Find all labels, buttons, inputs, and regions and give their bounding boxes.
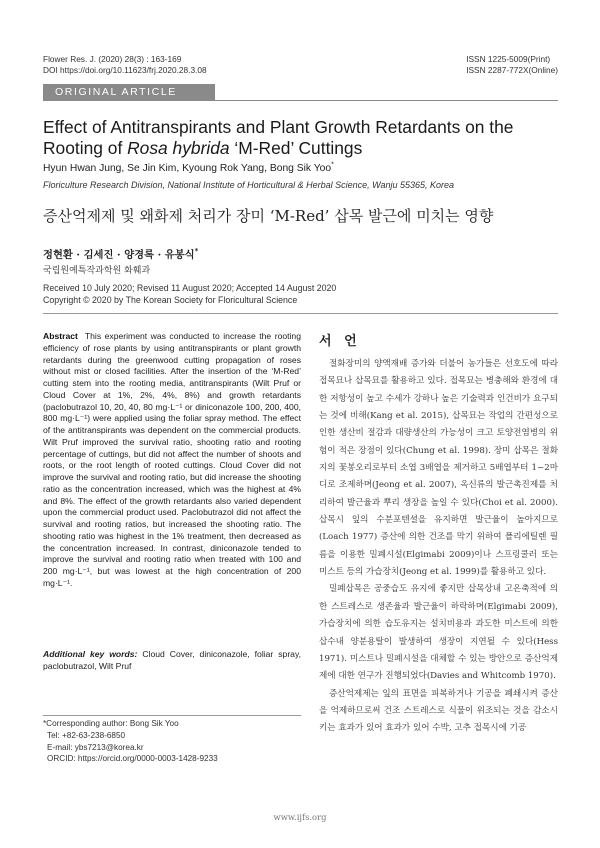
keywords — [43, 649, 301, 673]
banner-divider — [215, 100, 558, 101]
author-list — [43, 163, 334, 174]
abstract — [43, 331, 301, 590]
keywords-text: Cloud Cover, diniconazole, foliar spray, paclobutrazol, Wilt Pruf — [43, 649, 302, 671]
corresponding-author: *Corresponding author: Bong Sik Yoo — [43, 719, 179, 728]
title-part-2: ‘M-Red’ Cuttings — [229, 138, 363, 158]
korean-title: 증산억제제 및 왜화제 처리가 장미 ‘M-Red’ 삽목 발근에 미치는 영향 — [43, 207, 494, 225]
contact-orcid[interactable]: ORCID: https://orcid.org/0000-0003-1428-9233 — [47, 754, 218, 764]
abstract-label: Abstract — [43, 331, 78, 341]
author-names: Hyun Hwan Jung, Se Jin Kim, Kyoung Rok Yang, Bong Sik Yoo — [43, 163, 332, 174]
submission-history: Received 10 July 2020; Revised 11 August 2020; Accepted 14 August 2020 — [43, 283, 337, 293]
intro-paragraph-3: 증산억제제는 잎의 표면을 피복하거나 기공을 폐쇄시켜 증산을 억제하므로써 건조 스트레스로 식물이 위조되는 것을 감소시키는 효과가 있어 효과가 있어 수박, 고추 접목시에 기공 — [319, 688, 558, 734]
journal-citation: Flower Res. J. (2020) 28(3) : 163-169 — [43, 54, 182, 64]
intro-body — [319, 356, 558, 738]
korean-author-names: 정현환 · 김세진 · 양경록 · 유봉식 — [43, 249, 195, 261]
article-type-banner: ORIGINAL ARTICLE — [43, 84, 215, 101]
copyright-line: Copyright © 2020 by The Korean Society for Floricultural Science — [43, 294, 298, 305]
corresponding-mark: * — [331, 161, 334, 169]
keywords-label: Additional key words: — [43, 649, 138, 659]
korean-authors — [43, 246, 198, 261]
journal-header — [43, 54, 207, 76]
abstract-text: This experiment was conducted to increase the rooting efficiency of rose plants by using antitranspirants or plant growth retardants during the greenwood cutting propagation of roses without mist or closed facilities. After the insertion of the ‘M-Red’ cutting stem into the rooting media, antitranspirants (Wilt Pruf or Cloud Cover at 1%, 2%, 4%, 8%) and growth retardants (paclobutrazol 10, 20, 40, 80 mg·L⁻¹ or diniconazole 100, 200, 400, 800 mg·L⁻¹) were applied using the foliar spray method. The effect of the antitranspirants was dependent on the commercial products. Wilt Pruf improved the survival ratio, shooting ratio and rooting percentage of cuttings, but did not affect the number of shoots and roots, or the root length of rooted cuttings. Cloud Cover did not improve the survival and rooting ratio, but did increase the shooting ratio as the concentration increased, which was the highest at 4% and 8%. The effect of the growth retardants also varied dependent upon the commercial product used. Paclobutrazol did not affect the survival and rooting ratios, but increased the shooting ratio. The shooting ratio was highest in the 1% treatment, then decreased as the concentration increased. In contrast, diniconazole tended to improve the survival and rooting ratio when treated with 100 and 200 mg·L⁻¹, but was lowest at the high concentration of 200 mg·L⁻¹. — [43, 331, 301, 588]
intro-paragraph-1: 절화장미의 양액재배 증가와 더불어 농가들은 선호도에 따라 접목묘나 삽목묘를 활용하고 있다. 접목묘는 병충해와 환경에 대한 저항성이 높고 수세가 강하나 높은 기술력과 인건비가 요구되는 것에 비해(Kang et al. 2015), 삽목묘는 작업의 간편성으로 인한 생산비 절감과 대량생산의 가능성이 크고 토양전염병의 위험이 적은 장점이 있다(Chung et al. 1998). 장미 삽목은 절화지의 꽃봉오리로부터 소엽 3배엽을 제거하고 5배엽부터 1~2마디로 조제하며(Jeong et al. 2007), 옥신류의 발근촉진제를 처리하여 발근율과 뿌리 생장을 높일 수 있다(Choi et al. 2000). 삽목시 잎의 수분포텐셜을 유지하면 발근율이 높아지므로(Loach 1977) 증산에 의한 건조를 막기 위하여 폴리에틸렌 필름을 이용한 밀폐시설(Elgimabi 2009)이나 스프링쿨러 또는 미스트 등의 가습장치(Jeong et al. 1999)를 활용하고 있다. — [319, 359, 558, 578]
contact-info — [43, 718, 218, 765]
title-part-1: Effect of Antitranspirants and Plant Growth Retardants on the Rooting of — [43, 117, 514, 158]
article-title — [43, 117, 563, 159]
intro-heading: 서 언 — [319, 334, 361, 349]
contact-email[interactable]: E-mail: ybs7213@korea.kr — [47, 742, 144, 752]
doi-line[interactable]: DOI https://doi.org/10.11623/frj.2020.28.3.08 — [43, 65, 207, 75]
issn-online: ISSN 2287-772X(Online) — [466, 65, 558, 75]
intro-paragraph-2: 밀폐삽목은 공중습도 유지에 좋지만 삽목상내 고온축적에 의한 스트레스로 생존율과 발근율이 하락하며(Elgimabi 2009), 가습장치에 의한 습도유지는 설치비용과 과도한 미스트에 의한 삽수내 양분용탈이 발생하여 생장이 지연될 수 있다(Hess 1971). 미스트나 밀폐시설을 대체할 수 있는 방안으로 증산억제제에 대한 연구가 진행되었다(Davies and Whitcomb 1970). — [319, 584, 558, 682]
title-species: Rosa hybrida — [127, 138, 230, 158]
header-divider — [43, 313, 558, 314]
contact-divider — [43, 715, 301, 716]
korean-affiliation: 국립원예특작과학원 화훼과 — [43, 266, 151, 276]
contact-tel: Tel: +82-63-238-6850 — [47, 730, 126, 740]
korean-corresponding-mark: * — [194, 246, 199, 256]
issn-print: ISSN 1225-5009(Print) — [466, 54, 551, 64]
article-dates — [43, 283, 336, 306]
affiliation: Floriculture Research Division, National Institute of Horticultural & Herbal Science, Wanju 55365, Korea — [43, 180, 455, 190]
footer-url[interactable]: www.ijfs.org — [273, 812, 327, 822]
issn-block — [466, 54, 558, 76]
